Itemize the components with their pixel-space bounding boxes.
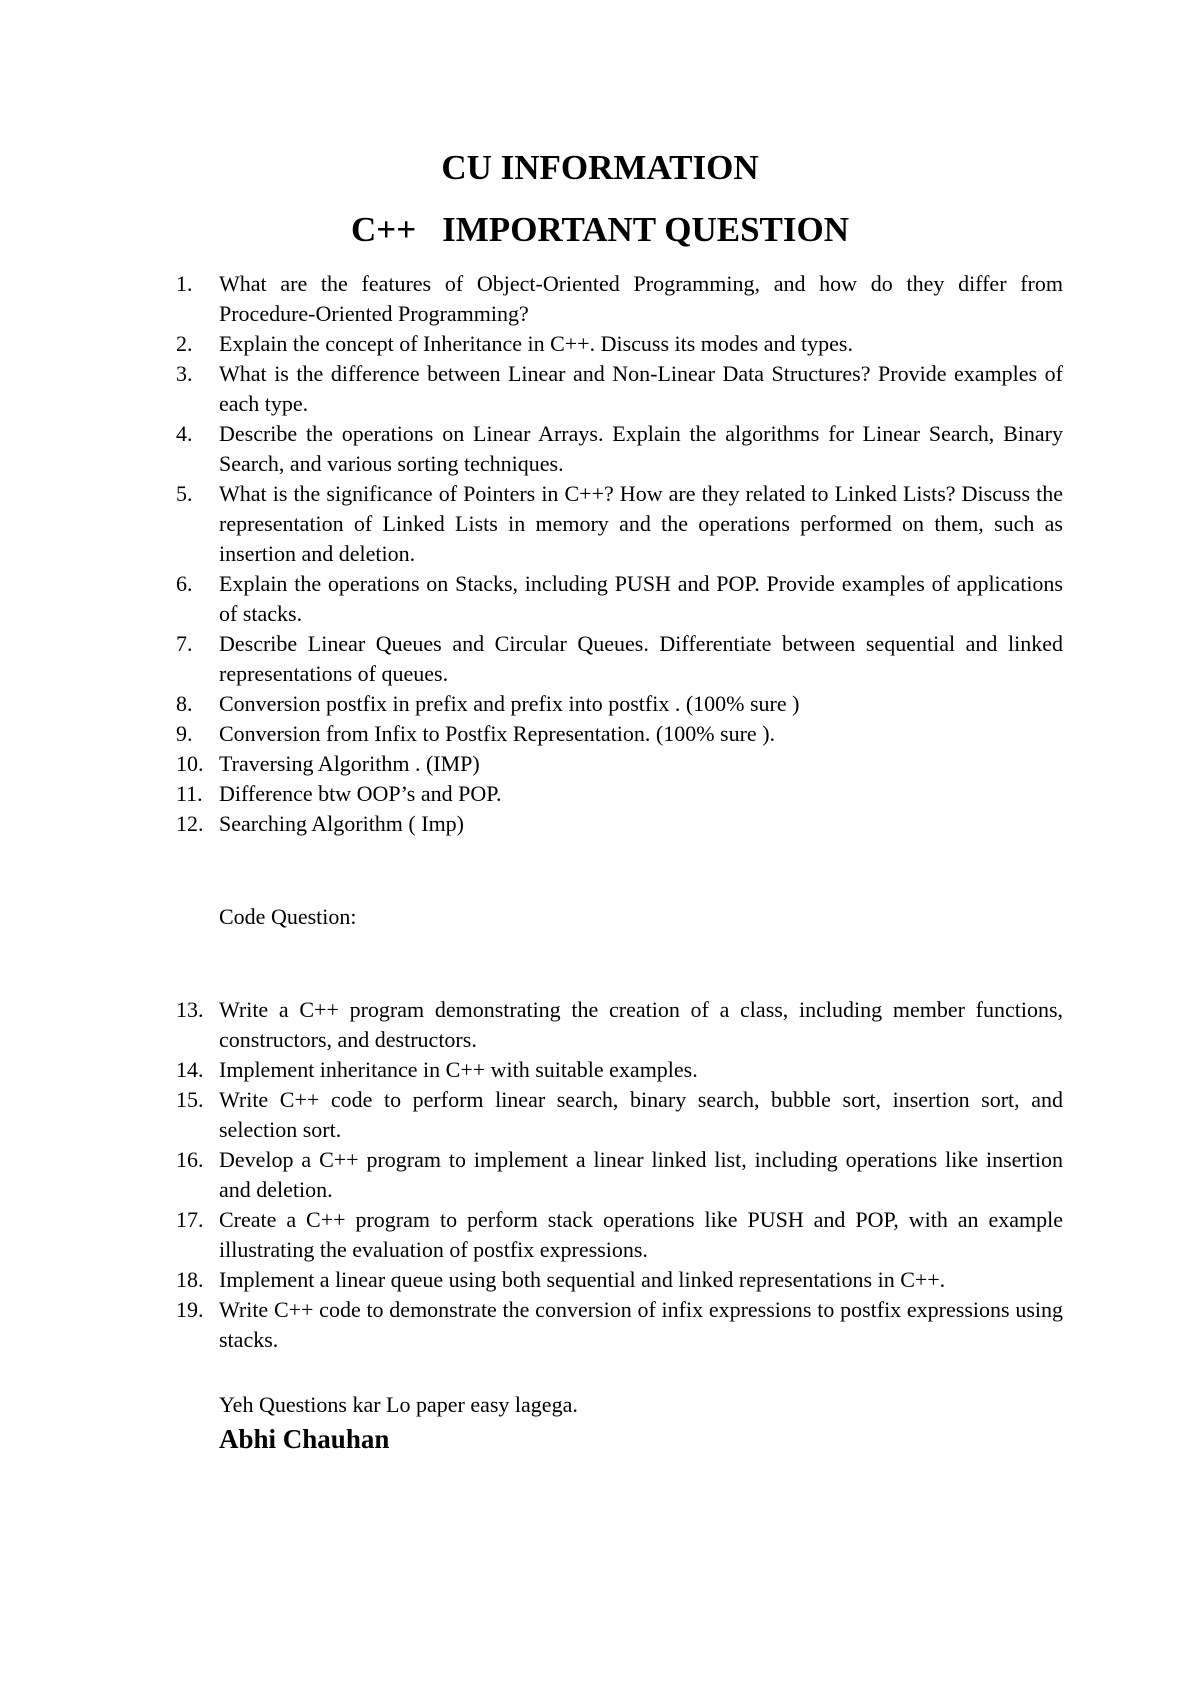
question-number: 19. (176, 1297, 204, 1322)
question-text: Implement a linear queue using both sequential and linked representations in C++. (219, 1267, 946, 1292)
question-number: 6. (176, 571, 193, 596)
question-text: Searching Algorithm ( Imp) (219, 811, 465, 836)
question-text: Explain the concept of Inheritance in C++. Discuss its modes and types. (219, 331, 853, 356)
code-questions-heading: Code Question: (219, 904, 357, 929)
code-question-item (0, 1085, 1200, 1145)
question-text: Develop a C++ program to implement a linear linked list, including operations like insertion and deletion. (219, 1147, 1063, 1202)
question-item (0, 269, 1200, 329)
question-number: 11. (176, 781, 203, 806)
question-item (0, 479, 1200, 569)
question-number: 4. (176, 421, 193, 446)
question-text: Traversing Algorithm . (IMP) (219, 751, 480, 776)
important-questions-list (0, 269, 1200, 839)
subtitle-text: IMPORTANT QUESTION (442, 210, 849, 249)
question-item (0, 419, 1200, 479)
question-item (0, 629, 1200, 689)
question-number: 15. (176, 1087, 204, 1112)
question-text: What is the difference between Linear and Non-Linear Data Structures? Provide examples of each type. (219, 361, 1063, 416)
question-number: 13. (176, 997, 204, 1022)
question-text: Write C++ code to perform linear search, binary search, bubble sort, insertion sort, and selection sort. (219, 1087, 1063, 1142)
author-name: Abhi Chauhan (219, 1424, 390, 1454)
document-subtitle (0, 210, 1200, 250)
question-number: 7. (176, 631, 193, 656)
question-number: 14. (176, 1057, 204, 1082)
closing-note: Yeh Questions kar Lo paper easy lagega. (219, 1392, 578, 1417)
question-item (0, 749, 1200, 779)
question-number: 17. (176, 1207, 204, 1232)
question-text: Difference btw OOP’s and POP. (219, 781, 502, 806)
question-number: 5. (176, 481, 193, 506)
code-questions-list (0, 995, 1200, 1355)
code-question-item (0, 1145, 1200, 1205)
question-text: Explain the operations on Stacks, including PUSH and POP. Provide examples of applications of stacks. (219, 571, 1063, 626)
question-item (0, 719, 1200, 749)
question-number: 8. (176, 691, 193, 716)
subtitle-language: C++ (350, 210, 417, 249)
question-number: 1. (176, 271, 193, 296)
question-text: What is the significance of Pointers in C++? How are they related to Linked Lists? Discuss the representation of Linked Lists in memory and the operations performed on them, such as insertion and deletion. (219, 481, 1063, 566)
question-text: Write a C++ program demonstrating the creation of a class, including member functions, constructors, and destructors. (219, 997, 1063, 1052)
question-number: 12. (176, 811, 204, 836)
code-question-item (0, 1055, 1200, 1085)
question-item (0, 329, 1200, 359)
question-text: Implement inheritance in C++ with suitable examples. (219, 1057, 698, 1082)
question-number: 2. (176, 331, 193, 356)
question-item (0, 359, 1200, 419)
question-number: 3. (176, 361, 193, 386)
code-question-item (0, 1295, 1200, 1355)
code-question-item (0, 995, 1200, 1055)
document-title: CU INFORMATION (441, 148, 759, 187)
question-item (0, 569, 1200, 629)
question-number: 9. (176, 721, 193, 746)
question-text: Conversion from Infix to Postfix Representation. (100% sure ). (219, 721, 776, 746)
question-text: Describe Linear Queues and Circular Queues. Differentiate between sequential and linked representations of queues. (219, 631, 1063, 686)
question-number: 16. (176, 1147, 204, 1172)
question-number: 10. (176, 751, 204, 776)
code-question-item (0, 1205, 1200, 1265)
question-number: 18. (176, 1267, 204, 1292)
question-text: Write C++ code to demonstrate the conversion of infix expressions to postfix expressions using stacks. (219, 1297, 1063, 1352)
question-item (0, 779, 1200, 809)
question-text: Create a C++ program to perform stack operations like PUSH and POP, with an example illustrating the evaluation of postfix expressions. (219, 1207, 1063, 1262)
question-text: Conversion postfix in prefix and prefix into postfix . (100% sure ) (219, 691, 800, 716)
question-item (0, 689, 1200, 719)
code-question-item (0, 1265, 1200, 1295)
question-text: Describe the operations on Linear Arrays. Explain the algorithms for Linear Search, Binary Search, and various sorting techniques. (219, 421, 1063, 476)
question-text: What are the features of Object-Oriented Programming, and how do they differ from Procedure-Oriented Programming? (219, 271, 1063, 326)
question-item (0, 809, 1200, 839)
